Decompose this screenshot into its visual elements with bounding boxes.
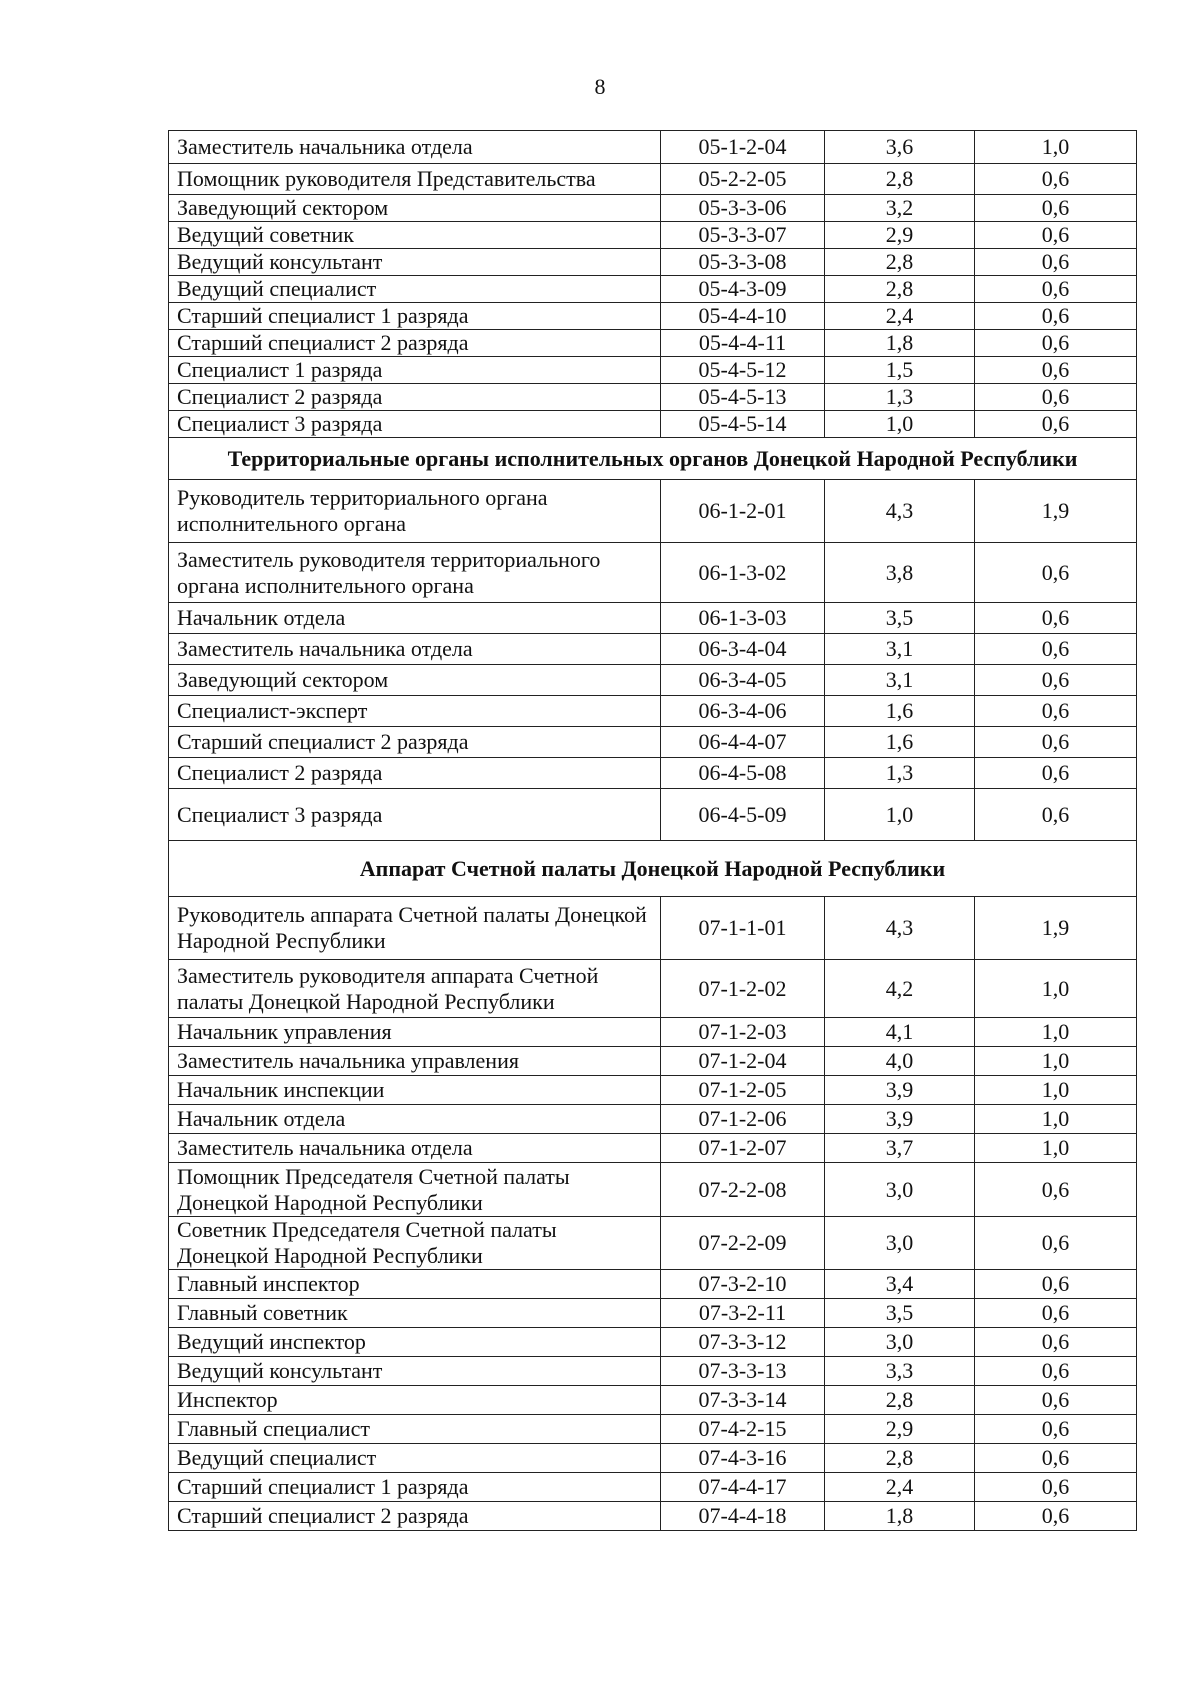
coefficient-cell: 0,6	[975, 1328, 1137, 1357]
coefficient-cell: 0,6	[975, 665, 1137, 696]
coefficient-cell: 1,3	[825, 758, 975, 789]
coefficient-cell: 3,9	[825, 1076, 975, 1105]
table-row	[169, 1357, 1137, 1386]
table-row	[169, 1415, 1137, 1444]
coefficient-cell: 1,6	[825, 696, 975, 727]
coefficient-cell: 1,0	[975, 960, 1137, 1018]
table-row	[169, 1018, 1137, 1047]
position-name-cell: Заместитель начальника отдела	[169, 634, 661, 665]
position-name-cell: Заместитель начальника отдела	[169, 131, 661, 164]
table-row	[169, 1047, 1137, 1076]
position-code-cell: 05-4-5-13	[661, 384, 825, 411]
position-name-cell: Заместитель руководителя аппарата Счетной палаты Донецкой Народной Республики	[169, 960, 661, 1018]
position-name-cell: Руководитель территориального органа исполнительного органа	[169, 480, 661, 543]
coefficient-cell: 4,1	[825, 1018, 975, 1047]
table-row	[169, 758, 1137, 789]
coefficient-cell: 2,8	[825, 249, 975, 276]
positions-table-body	[169, 131, 1137, 1531]
coefficient-cell: 1,3	[825, 384, 975, 411]
coefficient-cell: 2,8	[825, 1386, 975, 1415]
coefficient-cell: 3,7	[825, 1134, 975, 1163]
position-name-cell: Старший специалист 2 разряда	[169, 330, 661, 357]
coefficient-cell: 3,6	[825, 131, 975, 164]
table-row	[169, 727, 1137, 758]
position-code-cell: 07-4-3-16	[661, 1444, 825, 1473]
position-code-cell: 07-4-4-17	[661, 1473, 825, 1502]
position-name-cell: Специалист 1 разряда	[169, 357, 661, 384]
table-row	[169, 603, 1137, 634]
position-code-cell: 05-3-3-08	[661, 249, 825, 276]
position-code-cell: 07-2-2-08	[661, 1163, 825, 1217]
position-name-cell: Заведующий сектором	[169, 665, 661, 696]
position-code-cell: 06-1-3-03	[661, 603, 825, 634]
coefficient-cell: 1,9	[975, 897, 1137, 960]
table-row	[169, 222, 1137, 249]
position-code-cell: 07-4-4-18	[661, 1502, 825, 1531]
coefficient-cell: 0,6	[975, 1217, 1137, 1270]
position-name-cell: Начальник инспекции	[169, 1076, 661, 1105]
coefficient-cell: 0,6	[975, 634, 1137, 665]
position-code-cell: 07-1-2-05	[661, 1076, 825, 1105]
table-row	[169, 357, 1137, 384]
coefficient-cell: 0,6	[975, 222, 1137, 249]
position-name-cell: Руководитель аппарата Счетной палаты Донецкой Народной Республики	[169, 897, 661, 960]
position-name-cell: Старший специалист 2 разряда	[169, 1502, 661, 1531]
coefficient-cell: 0,6	[975, 384, 1137, 411]
table-row	[169, 543, 1137, 603]
position-name-cell: Специалист 2 разряда	[169, 758, 661, 789]
coefficient-cell: 0,6	[975, 1299, 1137, 1328]
coefficient-cell: 0,6	[975, 603, 1137, 634]
coefficient-cell: 2,4	[825, 303, 975, 330]
coefficient-cell: 1,0	[975, 1134, 1137, 1163]
coefficient-cell: 4,3	[825, 480, 975, 543]
position-code-cell: 07-1-2-02	[661, 960, 825, 1018]
coefficient-cell: 4,0	[825, 1047, 975, 1076]
coefficient-cell: 3,9	[825, 1105, 975, 1134]
coefficient-cell: 4,2	[825, 960, 975, 1018]
page-number: 8	[594, 74, 606, 99]
position-code-cell: 06-4-4-07	[661, 727, 825, 758]
position-code-cell: 07-3-3-13	[661, 1357, 825, 1386]
table-row	[169, 1076, 1137, 1105]
table-row	[169, 1134, 1137, 1163]
coefficient-cell: 0,6	[975, 1357, 1137, 1386]
coefficient-cell: 1,0	[975, 1105, 1137, 1134]
coefficient-cell: 3,3	[825, 1357, 975, 1386]
coefficient-cell: 0,6	[975, 758, 1137, 789]
table-row	[169, 696, 1137, 727]
position-code-cell: 07-3-3-14	[661, 1386, 825, 1415]
coefficient-cell: 1,9	[975, 480, 1137, 543]
coefficient-cell: 0,6	[975, 543, 1137, 603]
position-code-cell: 05-3-3-07	[661, 222, 825, 249]
position-code-cell: 05-4-5-14	[661, 411, 825, 438]
coefficient-cell: 1,6	[825, 727, 975, 758]
coefficient-cell: 1,8	[825, 1502, 975, 1531]
table-row	[169, 1270, 1137, 1299]
coefficient-cell: 1,0	[975, 1047, 1137, 1076]
position-name-cell: Ведущий инспектор	[169, 1328, 661, 1357]
coefficient-cell: 3,0	[825, 1217, 975, 1270]
position-name-cell: Специалист-эксперт	[169, 696, 661, 727]
table-row	[169, 480, 1137, 543]
section-row	[169, 438, 1137, 480]
coefficient-cell: 0,6	[975, 195, 1137, 222]
coefficient-cell: 2,9	[825, 1415, 975, 1444]
coefficient-cell: 1,0	[975, 131, 1137, 164]
coefficient-cell: 3,0	[825, 1328, 975, 1357]
position-name-cell: Начальник управления	[169, 1018, 661, 1047]
coefficient-cell: 1,8	[825, 330, 975, 357]
coefficient-cell: 1,5	[825, 357, 975, 384]
table-row	[169, 1328, 1137, 1357]
position-name-cell: Главный инспектор	[169, 1270, 661, 1299]
position-name-cell: Главный специалист	[169, 1415, 661, 1444]
position-code-cell: 07-2-2-09	[661, 1217, 825, 1270]
coefficient-cell: 3,2	[825, 195, 975, 222]
position-name-cell: Главный советник	[169, 1299, 661, 1328]
position-name-cell: Специалист 3 разряда	[169, 789, 661, 841]
position-name-cell: Помощник Председателя Счетной палаты Донецкой Народной Республики	[169, 1163, 661, 1217]
coefficient-cell: 3,1	[825, 665, 975, 696]
coefficient-cell: 0,6	[975, 249, 1137, 276]
coefficient-cell: 2,8	[825, 1444, 975, 1473]
coefficient-cell: 3,0	[825, 1163, 975, 1217]
table-row	[169, 330, 1137, 357]
coefficient-cell: 0,6	[975, 1163, 1137, 1217]
table-row	[169, 1105, 1137, 1134]
coefficient-cell: 1,0	[975, 1018, 1137, 1047]
coefficient-cell: 3,1	[825, 634, 975, 665]
table-row	[169, 1163, 1137, 1217]
coefficient-cell: 0,6	[975, 164, 1137, 195]
position-code-cell: 07-1-2-04	[661, 1047, 825, 1076]
coefficient-cell: 0,6	[975, 1502, 1137, 1531]
coefficient-cell: 3,4	[825, 1270, 975, 1299]
position-name-cell: Старший специалист 1 разряда	[169, 303, 661, 330]
position-code-cell: 06-4-5-09	[661, 789, 825, 841]
position-name-cell: Заведующий сектором	[169, 195, 661, 222]
position-name-cell: Ведущий консультант	[169, 1357, 661, 1386]
position-code-cell: 07-1-1-01	[661, 897, 825, 960]
position-code-cell: 07-1-2-03	[661, 1018, 825, 1047]
table-row	[169, 1217, 1137, 1270]
table-row	[169, 960, 1137, 1018]
table-row	[169, 195, 1137, 222]
position-code-cell: 07-3-2-10	[661, 1270, 825, 1299]
table-row	[169, 303, 1137, 330]
position-code-cell: 05-4-4-10	[661, 303, 825, 330]
position-name-cell: Ведущий специалист	[169, 1444, 661, 1473]
table-row	[169, 1299, 1137, 1328]
coefficient-cell: 0,6	[975, 276, 1137, 303]
table-row	[169, 1502, 1137, 1531]
position-code-cell: 05-4-4-11	[661, 330, 825, 357]
coefficient-cell: 2,8	[825, 276, 975, 303]
coefficient-cell: 0,6	[975, 357, 1137, 384]
position-code-cell: 07-1-2-07	[661, 1134, 825, 1163]
position-code-cell: 06-1-2-01	[661, 480, 825, 543]
coefficient-cell: 2,8	[825, 164, 975, 195]
coefficient-cell: 0,6	[975, 1270, 1137, 1299]
table-row	[169, 1444, 1137, 1473]
coefficient-cell: 2,9	[825, 222, 975, 249]
coefficient-cell: 1,0	[975, 1076, 1137, 1105]
section-title: Аппарат Счетной палаты Донецкой Народной Республики	[169, 841, 1137, 897]
coefficient-cell: 3,8	[825, 543, 975, 603]
position-name-cell: Ведущий специалист	[169, 276, 661, 303]
coefficient-cell: 3,5	[825, 1299, 975, 1328]
table-row	[169, 665, 1137, 696]
coefficient-cell: 1,0	[825, 789, 975, 841]
position-code-cell: 06-3-4-05	[661, 665, 825, 696]
position-code-cell: 06-3-4-04	[661, 634, 825, 665]
coefficient-cell: 0,6	[975, 727, 1137, 758]
position-code-cell: 05-1-2-04	[661, 131, 825, 164]
coefficient-cell: 0,6	[975, 1415, 1137, 1444]
coefficient-cell: 3,5	[825, 603, 975, 634]
position-name-cell: Ведущий консультант	[169, 249, 661, 276]
table-row	[169, 411, 1137, 438]
table-row	[169, 164, 1137, 195]
position-code-cell: 06-3-4-06	[661, 696, 825, 727]
position-name-cell: Заместитель начальника отдела	[169, 1134, 661, 1163]
coefficient-cell: 0,6	[975, 1386, 1137, 1415]
table-row	[169, 384, 1137, 411]
table-row	[169, 1473, 1137, 1502]
table-row	[169, 131, 1137, 164]
position-name-cell: Ведущий советник	[169, 222, 661, 249]
position-code-cell: 05-2-2-05	[661, 164, 825, 195]
position-code-cell: 05-3-3-06	[661, 195, 825, 222]
position-code-cell: 07-3-3-12	[661, 1328, 825, 1357]
position-name-cell: Помощник руководителя Представительства	[169, 164, 661, 195]
coefficient-cell: 0,6	[975, 789, 1137, 841]
coefficient-cell: 4,3	[825, 897, 975, 960]
coefficient-cell: 0,6	[975, 330, 1137, 357]
position-code-cell: 05-4-5-12	[661, 357, 825, 384]
position-code-cell: 06-4-5-08	[661, 758, 825, 789]
position-code-cell: 07-3-2-11	[661, 1299, 825, 1328]
table-row	[169, 897, 1137, 960]
position-code-cell: 06-1-3-02	[661, 543, 825, 603]
position-code-cell: 07-1-2-06	[661, 1105, 825, 1134]
position-name-cell: Инспектор	[169, 1386, 661, 1415]
position-name-cell: Заместитель руководителя территориального органа исполнительного органа	[169, 543, 661, 603]
coefficient-cell: 0,6	[975, 411, 1137, 438]
coefficient-cell: 0,6	[975, 1444, 1137, 1473]
position-name-cell: Заместитель начальника управления	[169, 1047, 661, 1076]
position-code-cell: 05-4-3-09	[661, 276, 825, 303]
coefficient-cell: 1,0	[825, 411, 975, 438]
section-row	[169, 841, 1137, 897]
table-row	[169, 634, 1137, 665]
position-name-cell: Начальник отдела	[169, 1105, 661, 1134]
table-row	[169, 276, 1137, 303]
table-row	[169, 249, 1137, 276]
position-name-cell: Специалист 3 разряда	[169, 411, 661, 438]
position-name-cell: Советник Председателя Счетной палаты Донецкой Народной Республики	[169, 1217, 661, 1270]
coefficient-cell: 0,6	[975, 696, 1137, 727]
position-name-cell: Начальник отдела	[169, 603, 661, 634]
coefficient-cell: 0,6	[975, 303, 1137, 330]
section-title: Территориальные органы исполнительных органов Донецкой Народной Республики	[169, 438, 1137, 480]
position-name-cell: Старший специалист 2 разряда	[169, 727, 661, 758]
position-name-cell: Специалист 2 разряда	[169, 384, 661, 411]
coefficient-cell: 0,6	[975, 1473, 1137, 1502]
table-row	[169, 1386, 1137, 1415]
table-row	[169, 789, 1137, 841]
coefficient-cell: 2,4	[825, 1473, 975, 1502]
position-code-cell: 07-4-2-15	[661, 1415, 825, 1444]
position-name-cell: Старший специалист 1 разряда	[169, 1473, 661, 1502]
positions-table	[168, 130, 1137, 1531]
